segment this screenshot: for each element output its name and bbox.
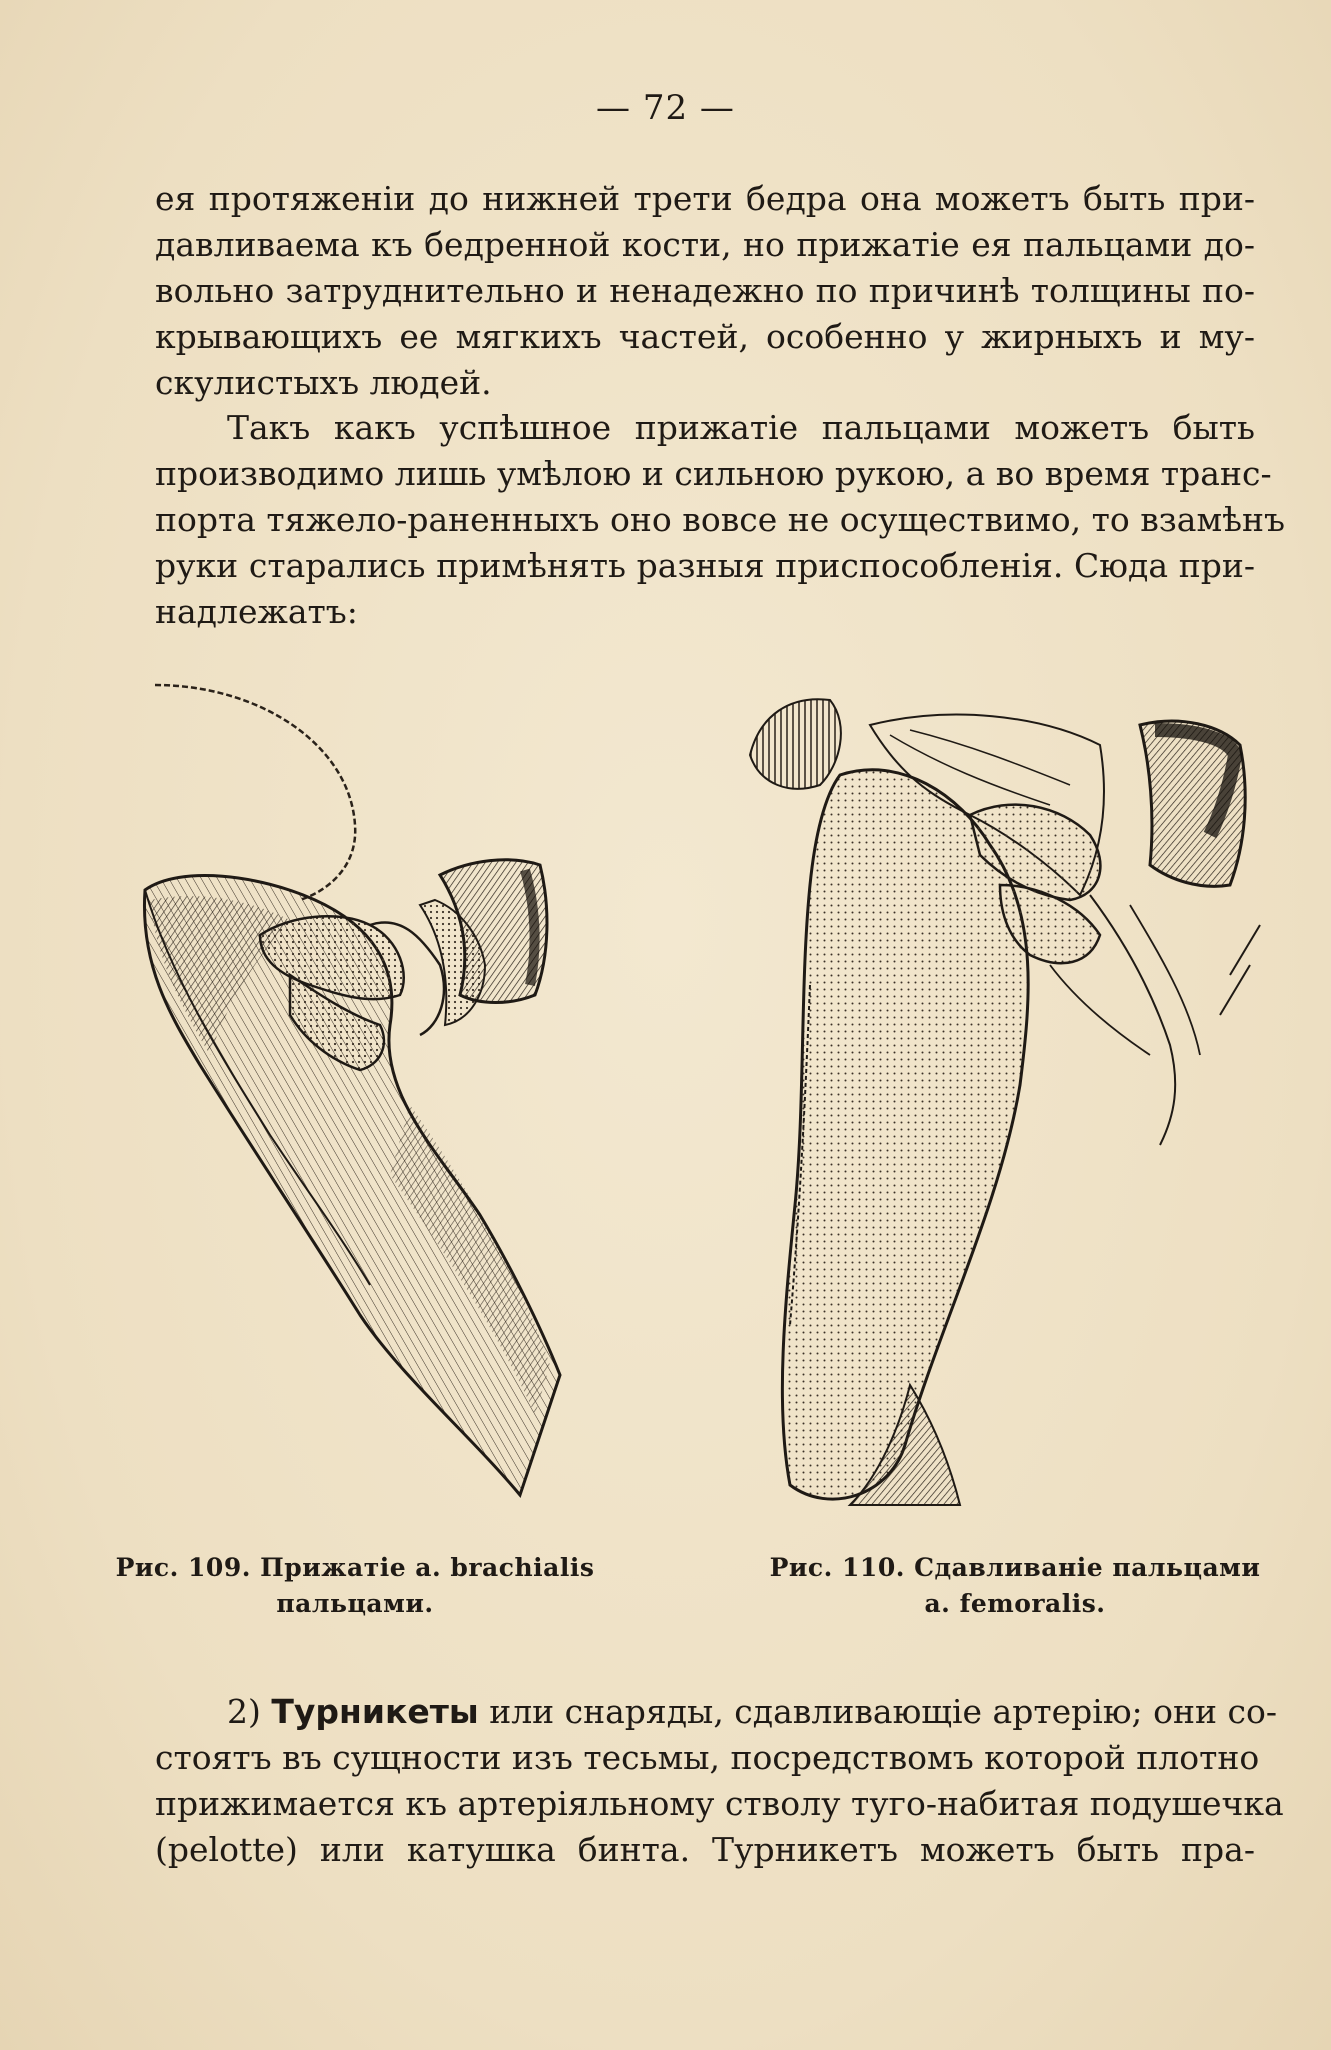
text-line: давливаема къ бедренной кости, но прижатіе ея пальцами до-	[155, 225, 1255, 264]
caption-line: Рис. 109. Прижатіе a. brachialis	[115, 1553, 595, 1582]
paragraph-3	[155, 1689, 1284, 1873]
text-line: (pelotte) или катушка бинта. Турникетъ можетъ быть пра-	[155, 1830, 1255, 1869]
text-fragment: или снаряды, сдавливающіе артерію; они со-	[489, 1692, 1277, 1731]
text-line: вольно затруднительно и ненадежно по причинѣ толщины по-	[155, 271, 1255, 310]
figure-110-illustration	[730, 685, 1290, 1555]
text-line: скулистыхъ людей.	[155, 363, 492, 402]
list-number: 2)	[227, 1692, 261, 1731]
text-line: ея протяженіи до нижней трети бедра она можетъ быть при-	[155, 179, 1255, 218]
caption-line: Рис. 110. Сдавливаніе пальцами	[769, 1553, 1261, 1582]
text-line: стоятъ въ сущности изъ тесьмы, посредствомъ которой плотно	[155, 1738, 1260, 1777]
caption-line: a. femoralis.	[924, 1589, 1106, 1618]
figure-110-caption	[740, 1550, 1290, 1622]
text-line	[155, 1689, 1277, 1735]
text-line: руки старались примѣнять разныя приспособленія. Сюда при-	[155, 546, 1255, 585]
page-number: — 72 —	[596, 88, 735, 128]
paragraph-1	[155, 176, 1255, 406]
figure-109-caption	[95, 1550, 615, 1622]
figure-109-illustration	[140, 675, 620, 1525]
caption-line: пальцами.	[276, 1589, 434, 1618]
text-line: прижимается къ артеріяльному стволу туго-набитая подушечка	[155, 1784, 1284, 1823]
text-line: производимо лишь умѣлою и сильною рукою, а во время транс-	[155, 454, 1272, 493]
text-line: Такъ какъ успѣшное прижатіе пальцами можетъ быть	[227, 408, 1255, 447]
term-tourniquets: Турникеты	[271, 1692, 479, 1731]
text-line: порта тяжело-раненныхъ оно вовсе не осуществимо, то взамѣнъ	[155, 500, 1286, 539]
paragraph-2	[155, 405, 1286, 635]
text-line: крывающихъ ее мягкихъ частей, особенно у жирныхъ и му-	[155, 317, 1255, 356]
text-line: надлежатъ:	[155, 592, 358, 631]
